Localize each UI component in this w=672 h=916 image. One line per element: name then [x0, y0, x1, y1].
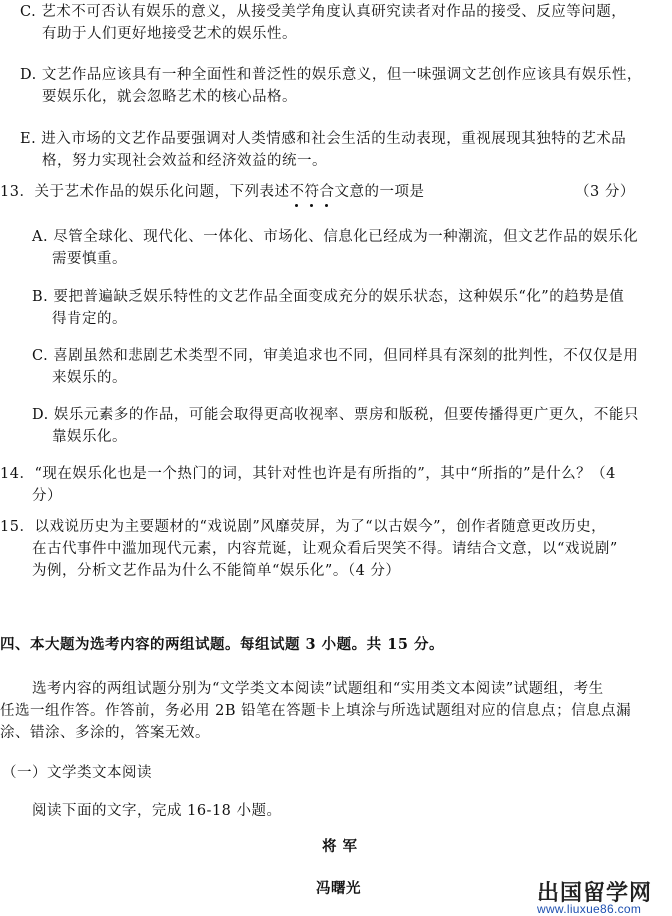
q13-option-a-line2: 需要慎重。 — [52, 251, 127, 267]
emphasis-char: 合 — [319, 183, 334, 201]
story-author: 冯曙光 — [316, 880, 361, 897]
option-e-line2: 格，努力实现社会效益和经济效益的统一。 — [42, 153, 327, 169]
watermark-logo — [537, 876, 667, 916]
q13-option-a-line1: A. 尽管全球化、现代化、一体化、市场化、信息化已经成为一种潮流，但文艺作品的娱乐化 — [32, 229, 639, 245]
emphasis-char: 不 — [289, 183, 304, 201]
reading-instruction: 阅读下面的文字，完成 16-18 小题。 — [32, 803, 282, 819]
option-d-line1: D. 文艺作品应该具有一种全面性和普泛性的娱乐意义，但一味强调文艺创作应该具有娱乐性， — [20, 67, 642, 83]
question-15-line3: 为例，分析文艺作品为什么不能简单“娱乐化”。（4 分） — [32, 563, 401, 579]
q13-option-b-line2: 得肯定的。 — [52, 311, 127, 327]
emphasis-dot — [310, 204, 313, 207]
question-14-line1: 14．“现在娱乐化也是一个热门的词，其针对性也许是有所指的”，其中“所指的”是什么？（4 — [0, 466, 616, 482]
option-d-line2: 要娱乐化，就会忽略艺术的核心品格。 — [42, 89, 297, 105]
question-13 — [0, 183, 424, 201]
section-4-heading: 四、本大题为选考内容的两组试题。每组试题 3 小题。共 15 分。 — [0, 636, 444, 653]
q13-option-c-line2: 来娱乐的。 — [52, 370, 127, 386]
q13-option-b-line1: B. 要把普遍缺乏娱乐特性的文艺作品全面变成充分的娱乐状态，这种娱乐“化”的趋势是值 — [32, 289, 625, 305]
question-13-prefix: 13．关于艺术作品的娱乐化问题，下列表述 — [0, 184, 290, 200]
watermark-url: www.liuxue86.com — [537, 902, 642, 916]
q13-option-c-line1: C. 喜剧虽然和悲剧艺术类型不同，审美追求也不同，但同样具有深刻的批判性，不仅仅是用 — [32, 348, 639, 364]
option-e-line1: E. 进入市场的文艺作品要强调对人类情感和社会生活的生动表现，重视展现其独特的艺术品 — [20, 131, 627, 147]
question-13-score: （3 分） — [575, 184, 635, 200]
question-13-suffix: 文意的一项是 — [334, 184, 425, 200]
emphasis-dot — [295, 204, 298, 207]
question-14-line2: 分） — [32, 488, 62, 504]
section-4-para-line1: 选考内容的两组试题分别为“文学类文本阅读”试题组和“实用类文本阅读”试题组，考生 — [32, 681, 604, 697]
option-c-line1: C. 艺术不可否认有娱乐的意义，从接受美学角度认真研究读者对作品的接受、反应等问题， — [20, 4, 627, 20]
question-15-line2: 在古代事件中滥加现代元素，内容荒诞，让观众看后哭笑不得。请结合文意，以“戏说剧” — [32, 541, 618, 557]
section-4-para-line2: 任选一组作答。作答前，务必用 2B 铅笔在答题卡上填涂与所选试题组对应的信息点；信息点漏 — [0, 703, 632, 719]
q13-option-d-line1: D. 娱乐元素多的作品，可能会取得更高收视率、票房和版税，但要传播得更广更久，不能只 — [32, 407, 639, 423]
section-4-para-line3: 涂、错涂、多涂的，答案无效。 — [0, 725, 210, 741]
subsection-title: （一）文学类文本阅读 — [2, 765, 152, 781]
watermark-text: 出国留学网 — [537, 880, 653, 905]
emphasis-dot — [325, 204, 328, 207]
q13-option-d-line2: 靠娱乐化。 — [52, 429, 127, 445]
option-c-line2: 有助于人们更好地接受艺术的娱乐性。 — [42, 26, 297, 42]
question-15-line1: 15．以戏说历史为主要题材的“戏说剧”风靡荧屏，为了“以古娱今”，创作者随意更改历史， — [0, 519, 607, 535]
story-title: 将 军 — [322, 838, 358, 855]
emphasis-char: 符 — [304, 183, 319, 201]
